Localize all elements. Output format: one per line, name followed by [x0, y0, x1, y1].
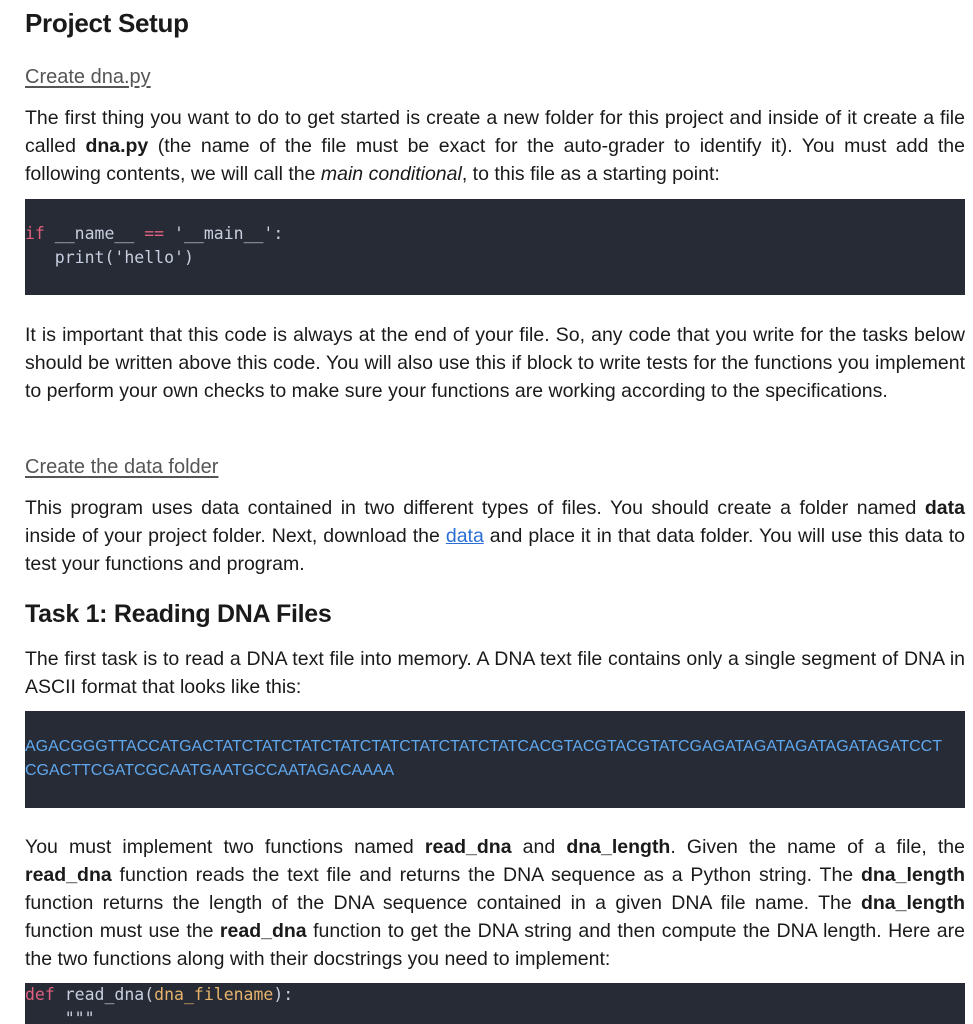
paragraph-intro: The first thing you want to do to get started is create a new folder for this project and inside of it create a file called dna.py (the name of the file must be exact for the auto-grader to identify it). You must add the following contents, we will call the main conditional, to this file as a starting point:: [25, 107, 965, 185]
code-block-read-dna: def read_dna(dna_filename): """: [25, 983, 965, 1024]
heading-create-data-folder[interactable]: Create the data folder: [25, 456, 219, 478]
paragraph-code-placement: It is important that this code is always at the end of your file. So, any code that you write for the tasks below should be written above this code. You will also use this if block to write tests for the functions you implement to perform your own checks to make sure your functions are working according to the specifications.: [25, 324, 965, 402]
paragraph-task1-intro: The first task is to read a DNA text file into memory. A DNA text file contains only a single segment of DNA in ASCII format that looks like this:: [25, 648, 965, 698]
dna-sample-line-2: CGACTTCGATCGCAATGAATGCCAATAGACAAAA: [25, 762, 395, 779]
heading-task1: Task 1: Reading DNA Files: [25, 600, 332, 628]
dna-sample-line-1: AGACGGGTTACCATGACTATCTATCTATCTATCTATCTATCTATCTATCACGTACGTACGTATCGAGATAGATAGATAGATAGATCCT: [25, 738, 942, 755]
paragraph-functions: You must implement two functions named read_dna and dna_length. Given the name of a file, the read_dna function reads the text file and returns the DNA sequence as a Python string. The dna_length function returns the length of the DNA sequence contained in a given DNA file name. The dna_length function must use the read_dna function to get the DNA string and then compute the DNA length. Here are the two functions along with their docstrings you need to implement:: [25, 836, 966, 970]
heading-create-dna[interactable]: Create dna.py: [25, 66, 151, 88]
dna-sample-block: [25, 711, 965, 808]
page-title: Project Setup: [25, 8, 189, 38]
paragraph-data-folder: This program uses data contained in two different types of files. You should create a folder named data inside of your project folder. Next, download the data and place it in that data folder. You will use this data to test your functions and program.: [25, 497, 965, 575]
data-download-link[interactable]: data: [445, 525, 484, 547]
code-block-main-conditional: if __name__ == '__main__': print('hello'): [25, 199, 965, 295]
